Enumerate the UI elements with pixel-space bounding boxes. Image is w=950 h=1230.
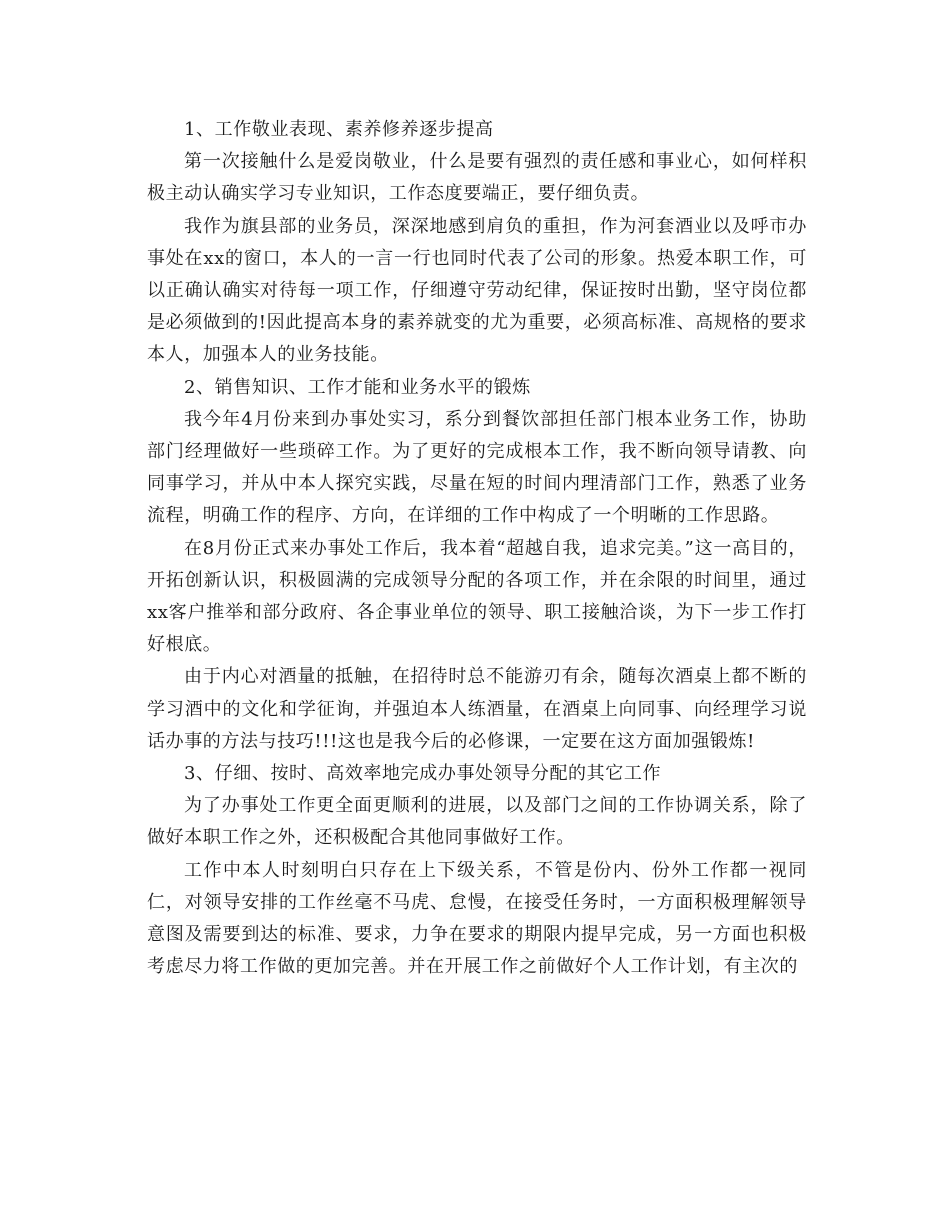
paragraph: 在8月份正式来办事处工作后，我本着“超越自我，追求完美。”这一高目的，开拓创新认识，积极圆满的完成领导分配的各项工作，并在余限的时间里，通过xx客户推举和部分政府、各企事业单位的领导、职工接触洽谈，为下一步工作打好根底。 xyxy=(147,537,807,656)
section-heading-3: 3、仔细、按时、高效率地完成办事处领导分配的其它工作 xyxy=(184,763,662,785)
paragraph: 我作为旗县部的业务员，深深地感到肩负的重担，作为河套酒业以及呼市办事处在xx的窗口，本人的一言一行也同时代表了公司的形象。热爱本职工作，可以正确认确实对待每一项工作，仔细遵守劳动纪律，保证按时出勤，坚守岗位都是必须做到的!因此提高本身的素养就变的尤为重要，必须高标准、高规格的要求本人，加强本人的业务技能。 xyxy=(147,215,807,366)
section-heading-1: 1、工作敬业表现、素养修养逐步提高 xyxy=(184,119,494,140)
document-body xyxy=(147,114,807,983)
paragraph: 第一次接触什么是爱岗敬业，什么是要有强烈的责任感和事业心，如何样积极主动认确实学习专业知识，工作态度要端正，要仔细负责。 xyxy=(147,151,807,205)
paragraph: 工作中本人时刻明白只存在上下级关系，不管是份内、份外工作都一视同仁，对领导安排的工作丝毫不马虎、怠慢，在接受任务时，一方面积极理解领导意图及需要到达的标准、要求，力争在要求的期限内提早完成，另一方面也积极考虑尽力将工作做的更加完善。并在开展工作之前做好个人工作计划，有主次的 xyxy=(147,859,807,978)
paragraph: 我今年4月份来到办事处实习，系分到餐饮部担任部门根本业务工作，协助部门经理做好一些琐碎工作。为了更好的完成根本工作，我不断向领导请教、向同事学习，并从中本人探究实践，尽量在短的时间内理清部门工作，熟悉了业务流程，明确工作的程序、方向，在详细的工作中构成了一个明晰的工作思路。 xyxy=(147,408,807,527)
paragraph: 为了办事处工作更全面更顺利的进展，以及部门之间的工作协调关系，除了做好本职工作之外，还积极配合其他同事做好工作。 xyxy=(147,795,807,849)
paragraph: 由于内心对酒量的抵触，在招待时总不能游刃有余，随每次酒桌上都不断的学习酒中的文化和学征询，并强迫本人练酒量，在酒桌上向同事、向经理学习说话办事的方法与技巧!!!这也是我今后的必修课，一定要在这方面加强锻炼! xyxy=(147,666,807,752)
section-heading-2: 2、销售知识、工作才能和业务水平的锻炼 xyxy=(184,376,531,398)
